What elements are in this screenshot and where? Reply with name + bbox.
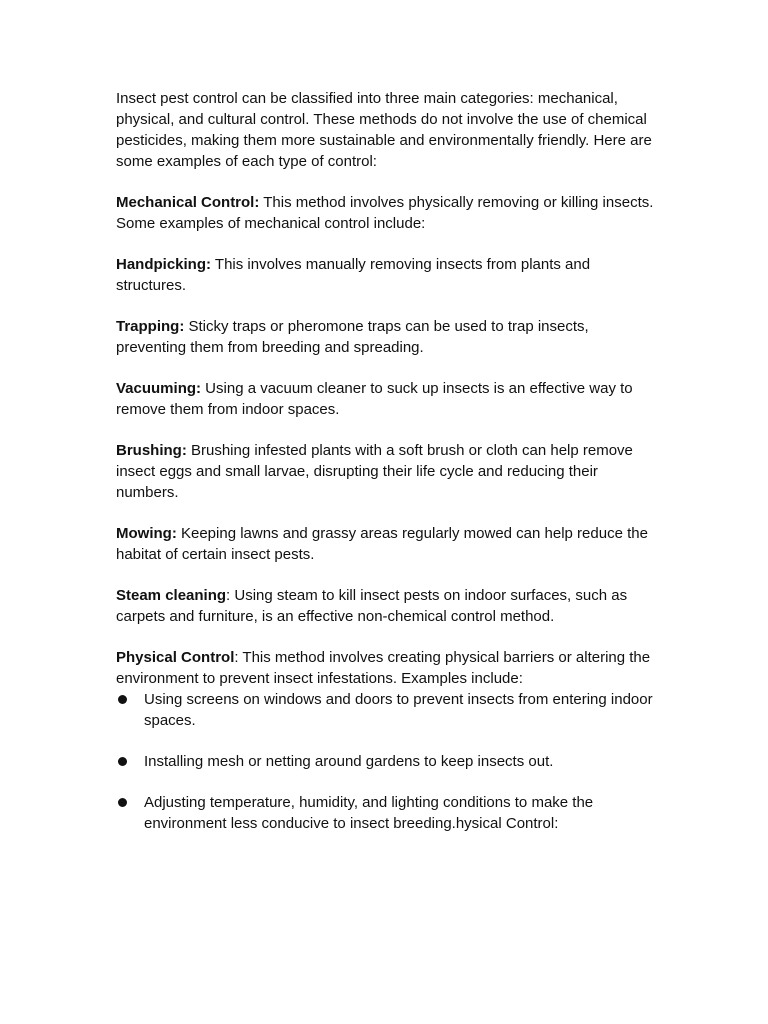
method-paragraph-steam-cleaning xyxy=(116,585,656,627)
physical-control-heading: Physical Control xyxy=(116,649,235,666)
method-paragraph-handpicking xyxy=(116,254,656,296)
method-term: Steam cleaning xyxy=(116,587,227,604)
bullet-icon xyxy=(118,757,127,766)
list-item xyxy=(116,751,656,772)
method-text: This involves manually removing insects from plants and structures. xyxy=(116,256,591,294)
mechanical-control-text: This method involves physically removing or killing insects. Some examples of mechanical control include: xyxy=(116,194,654,232)
method-term: Mowing: xyxy=(116,525,177,542)
list-item xyxy=(116,689,656,731)
method-term: Vacuuming: xyxy=(116,380,202,397)
method-paragraph-mowing xyxy=(116,523,656,565)
method-paragraph-brushing xyxy=(116,440,656,503)
method-term: Trapping: xyxy=(116,318,185,335)
method-paragraph-vacuuming xyxy=(116,378,656,420)
physical-control-list xyxy=(116,689,656,834)
method-text: Brushing infested plants with a soft brush or cloth can help remove insect eggs and small larvae, disrupting their life cycle and reducing their numbers. xyxy=(116,442,633,501)
method-text: Using a vacuum cleaner to suck up insects is an effective way to remove them from indoor spaces. xyxy=(116,380,633,418)
method-term: Brushing: xyxy=(116,442,187,459)
bullet-icon xyxy=(118,695,127,704)
method-text: : Using steam to kill insect pests on indoor surfaces, such as carpets and furniture, is an effective non-chemical control method. xyxy=(116,587,628,625)
list-item-text: Using screens on windows and doors to prevent insects from entering indoor spaces. xyxy=(144,691,653,729)
intro-paragraph: Insect pest control can be classified into three main categories: mechanical, physical, and cultural control. These methods do not involve the use of chemical pesticides, making them more sustainable and environmentally friendly. Here are some examples of each type of control: xyxy=(116,90,652,170)
document-page xyxy=(116,88,656,854)
method-paragraph-trapping xyxy=(116,316,656,358)
list-item xyxy=(116,792,656,834)
method-text: Keeping lawns and grassy areas regularly mowed can help reduce the habitat of certain insect pests. xyxy=(116,525,648,563)
list-item-text: Installing mesh or netting around gardens to keep insects out. xyxy=(144,753,554,770)
list-item-text: Adjusting temperature, humidity, and lighting conditions to make the environment less conducive to insect breeding.hysical Control: xyxy=(144,794,594,832)
bullet-icon xyxy=(118,798,127,807)
method-term: Handpicking: xyxy=(116,256,212,273)
mechanical-control-heading: Mechanical Control: xyxy=(116,194,260,211)
method-text: Sticky traps or pheromone traps can be used to trap insects, preventing them from breeding and spreading. xyxy=(116,318,589,356)
physical-control-paragraph xyxy=(116,647,656,689)
physical-control-text: : This method involves creating physical barriers or altering the environment to prevent insect infestations. Examples include: xyxy=(116,649,651,687)
mechanical-control-paragraph xyxy=(116,192,656,234)
